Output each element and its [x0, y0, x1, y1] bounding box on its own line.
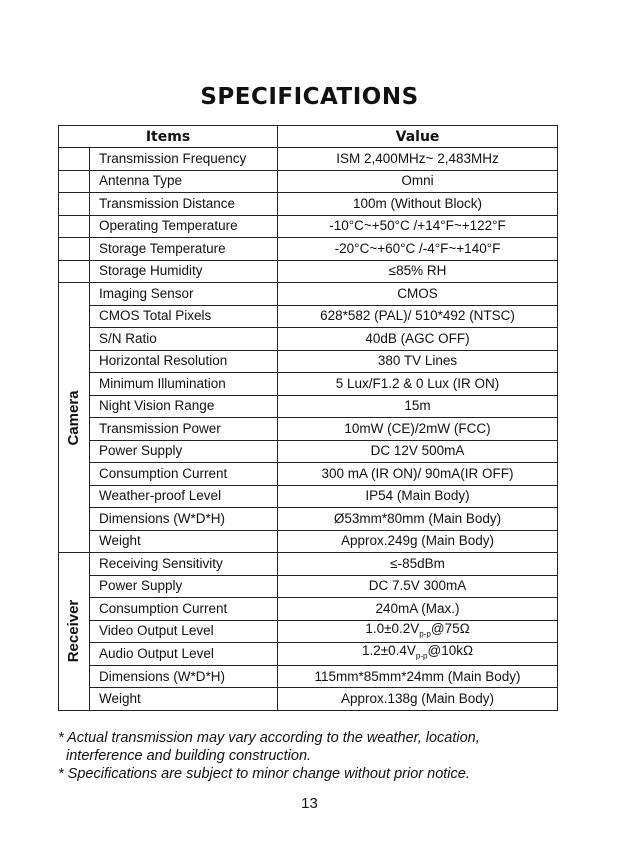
value-cell: DC 7.5V 300mA [278, 575, 558, 598]
value-main: 1.2±0.4V [361, 643, 416, 659]
value-cell: DC 12V 500mA [278, 440, 558, 463]
value-cell: Ø53mm*80mm (Main Body) [278, 508, 558, 531]
footnotes [58, 729, 480, 783]
table-row [59, 328, 558, 351]
item-cell: CMOS Total Pixels [90, 305, 278, 328]
table-row [59, 553, 558, 576]
value-cell: ≤-85dBm [278, 553, 558, 576]
table-row [59, 530, 558, 553]
item-cell: Imaging Sensor [90, 283, 278, 306]
item-cell: Video Output Level [90, 620, 278, 643]
footnote-line: * Actual transmission may vary according to the weather, location, [58, 730, 480, 746]
page-title: SPECIFICATIONS [200, 84, 419, 110]
receiver-group-label: Receiver [65, 600, 82, 663]
value-cell: 628*582 (PAL)/ 510*492 (NTSC) [278, 305, 558, 328]
value-cell [278, 643, 558, 666]
item-cell: Transmission Frequency [90, 148, 278, 171]
item-cell: Night Vision Range [90, 395, 278, 418]
camera-group-label: Camera [65, 389, 82, 446]
blank-cell [59, 238, 90, 261]
value-cell: 100m (Without Block) [278, 193, 558, 216]
item-cell: Weather-proof Level [90, 485, 278, 508]
item-cell: Dimensions (W*D*H) [90, 508, 278, 531]
header-value: Value [278, 126, 558, 148]
value-cell [278, 620, 558, 643]
item-cell: Storage Humidity [90, 260, 278, 283]
table-row [59, 193, 558, 216]
value-cell: 300 mA (IR ON)/ 90mA(IR OFF) [278, 463, 558, 486]
table-row [59, 508, 558, 531]
blank-cell [59, 193, 90, 216]
item-cell: Consumption Current [90, 463, 278, 486]
table-row [59, 598, 558, 621]
value-cell: -10°C~+50°C /+14°F~+122°F [278, 215, 558, 238]
table-row [59, 395, 558, 418]
item-cell: Power Supply [90, 575, 278, 598]
table-row [59, 463, 558, 486]
value-cell: Omni [278, 170, 558, 193]
item-cell: Minimum Illumination [90, 373, 278, 396]
item-cell: Weight [90, 530, 278, 553]
table-row [59, 418, 558, 441]
item-cell: Antenna Type [90, 170, 278, 193]
table-row [59, 643, 558, 666]
table-row [59, 215, 558, 238]
table-row [59, 350, 558, 373]
table-row [59, 170, 558, 193]
value-cell: Approx.138g (Main Body) [278, 688, 558, 711]
value-cell: 115mm*85mm*24mm (Main Body) [278, 665, 558, 688]
item-cell: Storage Temperature [90, 238, 278, 261]
table-row [59, 260, 558, 283]
table-row [59, 238, 558, 261]
blank-cell [59, 148, 90, 171]
specifications-table [58, 125, 558, 711]
value-subscript: p-p [415, 651, 428, 661]
table-row [59, 148, 558, 171]
table-row [59, 620, 558, 643]
item-cell: Weight [90, 688, 278, 711]
table-header-row [59, 126, 558, 148]
item-cell: Power Supply [90, 440, 278, 463]
item-cell: Horizontal Resolution [90, 350, 278, 373]
item-cell: Receiving Sensitivity [90, 553, 278, 576]
value-cell: CMOS [278, 283, 558, 306]
item-cell: Consumption Current [90, 598, 278, 621]
item-cell: Audio Output Level [90, 643, 278, 666]
table-row [59, 485, 558, 508]
table-row [59, 440, 558, 463]
table-row [59, 305, 558, 328]
table-row [59, 283, 558, 306]
receiver-group-cell [59, 553, 90, 711]
blank-cell [59, 170, 90, 193]
footnote-line: interference and building construction. [66, 748, 312, 764]
header-items: Items [59, 126, 278, 148]
item-cell: Operating Temperature [90, 215, 278, 238]
value-cell: 5 Lux/F1.2 & 0 Lux (IR ON) [278, 373, 558, 396]
blank-cell [59, 215, 90, 238]
value-subscript: p-p [419, 629, 431, 639]
table-row [59, 373, 558, 396]
item-cell: Transmission Power [90, 418, 278, 441]
value-cell: 40dB (AGC OFF) [278, 328, 558, 351]
item-cell: Dimensions (W*D*H) [90, 665, 278, 688]
footnote-line: * Specifications are subject to minor change without prior notice. [58, 766, 470, 782]
camera-group-cell [59, 283, 90, 553]
value-cell: ISM 2,400MHz~ 2,483MHz [278, 148, 558, 171]
value-cell: IP54 (Main Body) [278, 485, 558, 508]
blank-cell [59, 260, 90, 283]
value-cell: 15m [278, 395, 558, 418]
value-cell: 240mA (Max.) [278, 598, 558, 621]
table-row [59, 575, 558, 598]
table-row [59, 665, 558, 688]
value-cell: ≤85% RH [278, 260, 558, 283]
table-row [59, 688, 558, 711]
item-cell: S/N Ratio [90, 328, 278, 351]
value-tail: @75Ω [430, 620, 470, 636]
value-cell: 10mW (CE)/2mW (FCC) [278, 418, 558, 441]
page-number: 13 [301, 795, 318, 812]
value-main: 1.0±0.2V [365, 620, 420, 636]
value-cell: Approx.249g (Main Body) [278, 530, 558, 553]
value-cell: 380 TV Lines [278, 350, 558, 373]
item-cell: Transmission Distance [90, 193, 278, 216]
value-tail: @10kΩ [427, 643, 474, 659]
value-cell: -20°C~+60°C /-4°F~+140°F [278, 238, 558, 261]
